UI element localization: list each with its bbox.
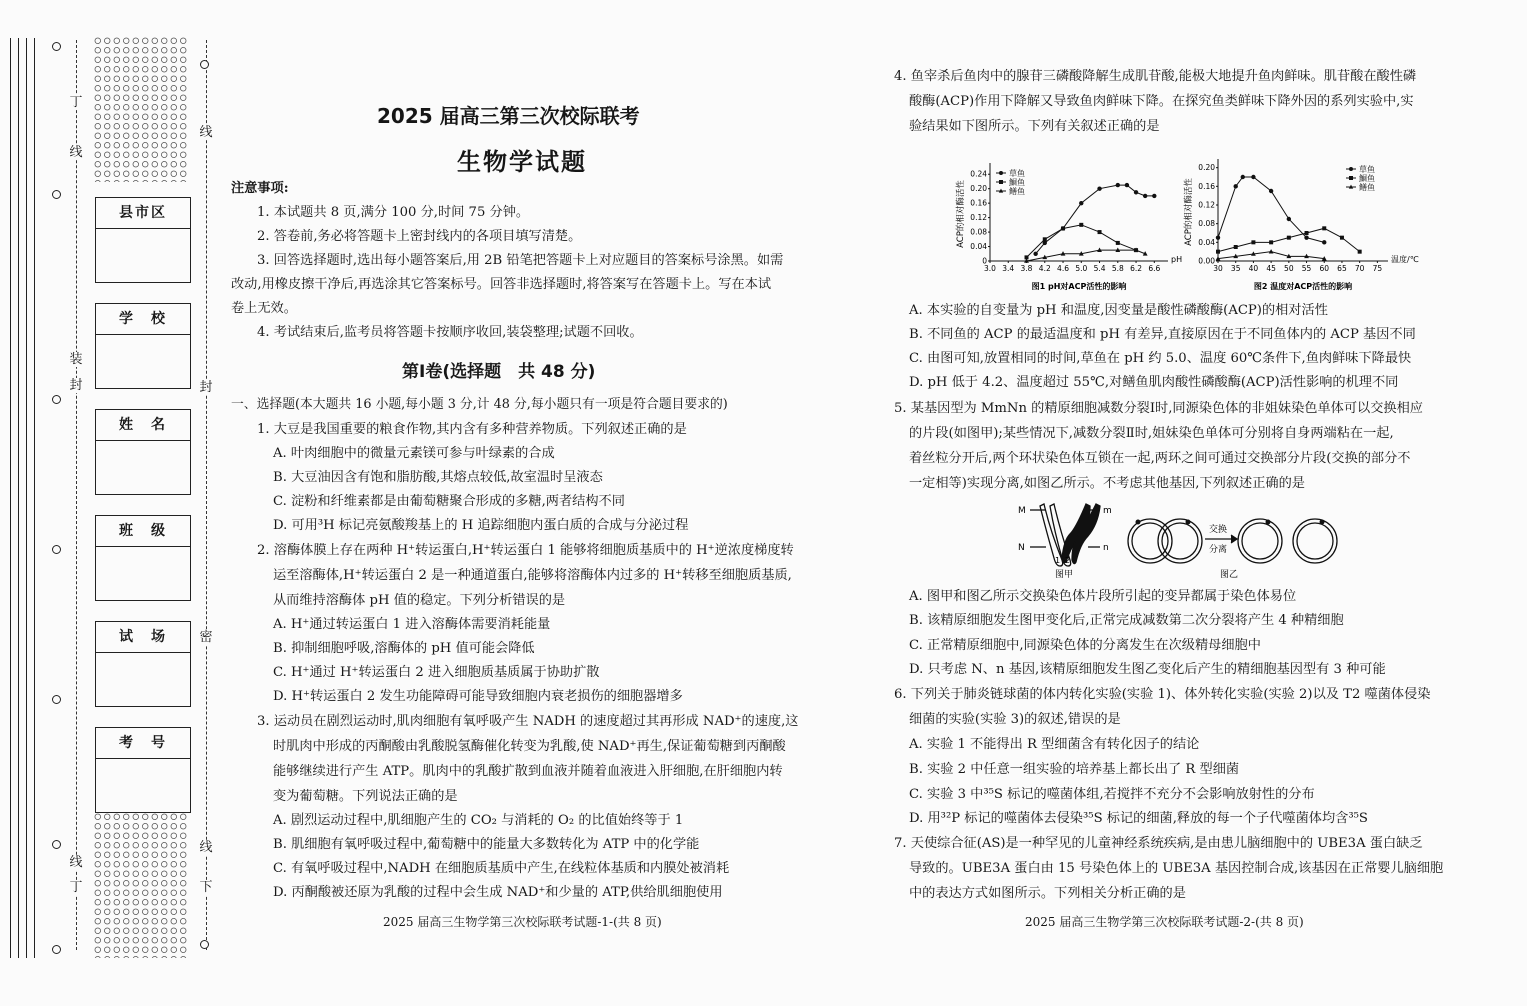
notice-line: 1. 本试题共 8 页,满分 100 分,时间 75 分钟。	[257, 205, 530, 220]
field-room[interactable]	[95, 621, 191, 707]
field-county[interactable]	[95, 197, 191, 283]
x-tick-label: 5.0	[1075, 264, 1088, 273]
field-label: 学 校	[96, 304, 190, 335]
data-point	[1061, 226, 1065, 230]
y-tick-label: 0.20	[970, 184, 987, 194]
y-tick-label: 0.08	[970, 227, 987, 237]
y-axis-label: ACP的相对酶活性	[1184, 178, 1194, 246]
field-label: 姓 名	[96, 410, 190, 441]
y-tick-label: 0.12	[970, 213, 987, 223]
option-line: D. 用³²P 标记的噬菌体去侵染³⁵S 标记的细菌,释放的每一个子代噬菌体均含³⁵S	[909, 811, 1368, 826]
data-point	[1251, 175, 1255, 179]
question-line: 2. 溶酶体膜上存在两种 H⁺转运蛋白,H⁺转运蛋白 1 能够将细胞质基质中的 H⁺逆浓度梯度转	[257, 543, 794, 558]
exam-title: 2025 届高三第三次校际联考	[377, 104, 640, 128]
question-line: 酸酶(ACP)作用下降解又导致鱼肉鲜味下降。在探究鱼类鲜味下降外因的系列实验中,实	[909, 94, 1414, 109]
series-line	[1036, 185, 1155, 254]
data-point	[1079, 201, 1083, 205]
option-line: D. 丙酮酸被还原为乳酸的过程中会生成 NAD⁺和少量的 ATP,供给肌细胞使用	[273, 885, 723, 900]
question-line: 6. 下列关于肺炎链球菌的体内转化实验(实验 1)、体外转化实验(实验 2)以及 T2 噬菌体侵染	[894, 687, 1431, 702]
question-line: 导致的。UBE3A 蛋白由 15 号染色体上的 UBE3A 基因控制合成,该基因在正常婴儿脑细胞	[909, 861, 1444, 876]
question-line: 中的表达方式如图所示。下列相关分析正确的是	[909, 886, 1186, 901]
question-line: 1. 大豆是我国重要的粮食作物,其内含有多种营养物质。下列叙述正确的是	[257, 422, 687, 437]
x-tick-label: 6.2	[1130, 264, 1143, 273]
x-tick-label: 3.8	[1020, 264, 1033, 273]
option-line: B. 大豆油因含有饱和脂肪酸,其熔点较低,故室温时呈液态	[273, 470, 603, 485]
legend-marker	[999, 171, 1003, 175]
x-tick-label: 5.4	[1093, 264, 1106, 273]
dot-grid-top	[93, 36, 189, 182]
option-line: D. pH 低于 4.2、温度超过 55℃,对鳝鱼肌肉酸性磷酸酶(ACP)活性影响的机理不同	[909, 375, 1399, 390]
data-point	[1125, 183, 1129, 187]
arrow-label-exchange: 交换	[1209, 525, 1228, 535]
notice-line: 2. 答卷前,务必将答题卡上密封线内的各项目填写清楚。	[257, 229, 582, 244]
field-label: 班 级	[96, 516, 190, 547]
option-line: B. 肌细胞有氧呼吸过程中,葡萄糖中的能量大多数转化为 ATP 中的化学能	[273, 837, 700, 852]
legend-label: 草鱼	[1359, 165, 1375, 174]
x-tick-label: 3.0	[984, 264, 996, 273]
notice-line: 3. 回答选择题时,选出每小题答案后,用 2B 铅笔把答题卡上对应题目的答案标号涂黑。如需	[257, 253, 784, 268]
legend-marker	[999, 180, 1003, 184]
field-name[interactable]	[95, 409, 191, 495]
x-axis-label: pH	[1171, 255, 1183, 264]
question-line: 5. 某基因型为 MmNn 的精原细胞减数分裂Ⅰ时,同源染色体的非姐妹染色单体可以交换相应	[894, 401, 1423, 416]
cut-label-ding: 丁	[69, 95, 83, 110]
option-line: A. 本实验的自变量为 pH 和温度,因变量是酸性磷酸酶(ACP)的相对活性	[909, 303, 1328, 318]
x-tick-label: 70	[1354, 264, 1365, 273]
inner-label-xia: 下	[199, 880, 213, 895]
data-point	[1098, 230, 1102, 234]
y-tick-label: 0.16	[970, 198, 987, 208]
option-line: C. 正常精原细胞中,同源染色体的分离发生在次级精母细胞中	[909, 638, 1261, 653]
y-tick-label: 0.24	[970, 169, 987, 179]
notice-line: 改动,用橡皮擦干净后,再选涂其它答案标号。回答非选择题时,将答案写在答题卡上。写在本试	[231, 277, 772, 292]
question-line: 变为葡萄糖。下列说法正确的是	[273, 789, 458, 804]
chromosome-figure	[1010, 500, 1370, 582]
y-tick-label: 0.08	[1198, 219, 1215, 229]
y-tick-label: 0.04	[1198, 237, 1215, 247]
fig-jia-caption: 图甲	[1055, 570, 1074, 580]
x-tick-label: 30	[1213, 264, 1223, 273]
option-line: C. 淀粉和纤维素都是由葡萄糖聚合形成的多糖,两者结构不同	[273, 494, 625, 509]
inner-cut-line	[206, 40, 207, 950]
option-line: A. 实验 1 不能得出 R 型细菌含有转化因子的结论	[909, 737, 1200, 752]
x-tick-label: 50	[1284, 264, 1294, 273]
data-point	[1358, 250, 1362, 254]
option-line: D. H⁺转运蛋白 2 发生功能障碍可能导致细胞内衰老损伤的细胞器增多	[273, 689, 683, 704]
data-point	[1216, 235, 1220, 239]
label-1: 1	[1055, 556, 1061, 565]
data-point	[1287, 236, 1291, 240]
option-line: C. H⁺通过 H⁺转运蛋白 2 进入细胞质基质属于协助扩散	[273, 665, 600, 680]
y-tick-label: 0	[982, 256, 987, 266]
legend-marker	[1349, 176, 1353, 180]
y-tick-label: 0.12	[1198, 200, 1215, 210]
option-line: C. 实验 3 中³⁵S 标记的噬菌体组,若搅拌不充分不会影响放射性的分布	[909, 787, 1315, 802]
cut-label-feng: 封	[69, 378, 83, 393]
label-N: N	[1018, 543, 1025, 553]
y-axis-label: ACP的相对酶活性	[956, 180, 966, 248]
cut-label-zhuang: 装	[69, 352, 83, 367]
field-label: 考 号	[96, 728, 190, 759]
data-point	[1116, 241, 1120, 245]
y-tick-label: 0.16	[1198, 181, 1215, 191]
notice-heading: 注意事项:	[231, 181, 289, 196]
option-line: B. 抑制细胞呼吸,溶酶体的 pH 值可能会降低	[273, 641, 535, 656]
question-line: 4. 鱼宰杀后鱼肉中的腺苷三磷酸降解生成肌苷酸,能极大地提升鱼肉鲜味。肌苷酸在酸性磷	[894, 69, 1417, 84]
x-tick-label: 55	[1301, 264, 1312, 273]
x-tick-label: 6.6	[1148, 264, 1161, 273]
x-tick-label: 65	[1337, 264, 1347, 273]
field-label: 试 场	[96, 622, 190, 653]
dot-grid-bottom	[93, 812, 189, 958]
question-line: 时肌肉中形成的丙酮酸由乳酸脱氢酶催化转变为乳酸,使 NAD⁺再生,保证葡萄糖到丙酮酸	[273, 739, 786, 754]
y-tick-label: 0.20	[1198, 163, 1215, 173]
question-line: 着丝粒分开后,两个环状染色体互锁在一起,两环之间可通过交换部分片段(交换的部分不	[909, 451, 1411, 466]
inner-label-xian2: 线	[199, 840, 213, 855]
page-1-footer: 2025 届高三生物学第三次校际联考试题-1-(共 8 页)	[383, 915, 662, 929]
data-point	[1097, 186, 1101, 190]
data-point	[1033, 252, 1037, 256]
data-point	[1152, 194, 1156, 198]
data-point	[1287, 217, 1291, 221]
x-tick-label: 40	[1248, 264, 1259, 273]
question-line: 从而维持溶酶体 pH 值的稳定。下列分析错误的是	[273, 593, 566, 608]
question-line: 的片段(如图甲);某些情况下,减数分裂Ⅱ时,姐妹染色单体可分别将自身两端粘在一起,	[909, 426, 1394, 441]
data-point	[1322, 226, 1326, 230]
x-tick-label: 60	[1319, 264, 1330, 273]
notice-line: 卷上无效。	[231, 301, 297, 316]
chart-ph-acp	[945, 153, 1183, 291]
data-point	[1322, 240, 1326, 244]
x-tick-label: 3.4	[1002, 264, 1015, 273]
notice-line: 4. 考试结束后,监考员将答题卡按顺序收回,装袋整理;试题不回收。	[257, 325, 643, 340]
question-line: 细菌的实验(实验 3)的叙述,错误的是	[909, 712, 1121, 727]
x-tick-label: 4.2	[1038, 264, 1051, 273]
label-m: m	[1103, 506, 1112, 516]
x-axis-label: 温度/℃	[1391, 255, 1419, 264]
x-tick-label: 4.6	[1057, 264, 1069, 273]
data-point	[1234, 245, 1238, 249]
option-line: A. H⁺通过转运蛋白 1 进入溶酶体需要消耗能量	[273, 617, 551, 632]
chart-title: 图2 温度对ACP活性的影响	[1253, 282, 1353, 291]
data-point	[1269, 249, 1274, 253]
data-point	[1043, 237, 1047, 241]
question-line: 验结果如下图所示。下列有关叙述正确的是	[909, 119, 1160, 134]
field-school[interactable]	[95, 303, 191, 389]
option-line: A. 剧烈运动过程中,肌细胞产生的 CO₂ 与消耗的 O₂ 的比值始终等于 1	[273, 813, 684, 828]
inner-label-feng: 封	[199, 380, 213, 395]
inner-label-xian: 线	[199, 125, 213, 140]
legend-label: 鮰鱼	[1009, 178, 1025, 187]
data-point	[1340, 236, 1344, 240]
x-tick-label: 45	[1266, 264, 1276, 273]
data-point	[1079, 223, 1083, 227]
inner-label-mi: 密	[199, 630, 213, 645]
option-line: B. 该精原细胞发生图甲变化后,正常完成减数第二次分裂将产生 4 种精细胞	[909, 613, 1344, 628]
label-2: 2	[1065, 556, 1071, 565]
data-point	[1304, 235, 1308, 239]
legend-marker	[1349, 167, 1353, 171]
cut-label-xian: 线	[69, 145, 83, 160]
series-line	[1027, 250, 1146, 261]
x-tick-label: 5.8	[1111, 264, 1124, 273]
data-point	[1216, 250, 1220, 254]
x-tick-label: 75	[1372, 264, 1383, 273]
legend-label: 鳝鱼	[1009, 187, 1025, 196]
data-point	[1305, 231, 1309, 235]
field-exam-number[interactable]	[95, 727, 191, 813]
data-point	[1143, 194, 1147, 198]
option-line: C. 由图可知,放置相同的时间,草鱼在 pH 约 5.0、温度 60℃条件下,鱼肉鲜味下降最快	[909, 351, 1412, 366]
data-point	[1116, 183, 1120, 187]
option-line: A. 图甲和图乙所示交换染色体片段所引起的变异都属于染色体易位	[909, 589, 1297, 604]
label-n: n	[1103, 543, 1109, 553]
chart-title: 图1 pH对ACP活性的影响	[1031, 282, 1127, 291]
question-line: 运至溶酶体,H⁺转运蛋白 2 是一种通道蛋白,能够将溶酶体内过多的 H⁺转移至细胞质基质,	[273, 568, 792, 583]
question-line: 能够继续进行产生 ATP。肌肉中的乳酸扩散到血液并随着血液进入肝细胞,在肝细胞内转	[273, 764, 783, 779]
question-line: 一定相等)实现分离,如图乙所示。不考虑其他基因,下列叙述正确的是	[909, 476, 1305, 491]
data-point	[1234, 184, 1238, 188]
exam-subtitle: 生物学试题	[457, 148, 587, 176]
data-point	[1241, 175, 1245, 179]
legend-label: 鮰鱼	[1359, 174, 1375, 183]
page-2-footer: 2025 届高三生物学第三次校际联考试题-2-(共 8 页)	[1025, 915, 1304, 929]
data-point	[1269, 189, 1273, 193]
outer-cut-line	[76, 40, 77, 950]
arrow-label-separate: 分离	[1209, 545, 1228, 555]
x-tick-label: 35	[1230, 264, 1241, 273]
cut-label-ding2: 丁	[69, 880, 83, 895]
field-class[interactable]	[95, 515, 191, 601]
option-line: C. 有氧呼吸过程中,NADH 在细胞质基质中产生,在线粒体基质和内膜处被消耗	[273, 861, 730, 876]
fig-yi-caption: 图乙	[1220, 570, 1239, 580]
y-tick-label: 0.04	[970, 242, 987, 252]
question-line: 7. 天使综合征(AS)是一种罕见的儿童神经系统疾病,是由患儿脑细胞中的 UBE3A 蛋白缺乏	[894, 836, 1423, 851]
chart-temp-acp	[1180, 153, 1420, 291]
series-line	[1218, 228, 1360, 251]
data-point	[1134, 190, 1138, 194]
cut-label-xian2: 线	[69, 855, 83, 870]
data-point	[1251, 240, 1255, 244]
question-line: 3. 运动员在剧烈运动时,肌肉细胞有氧呼吸产生 NADH 的速度超过其再形成 NAD⁺的速度,这	[257, 714, 799, 729]
option-line: B. 不同鱼的 ACP 的最适温度和 pH 有差异,直接原因在于不同鱼体内的 ACP 基因不同	[909, 327, 1416, 342]
y-tick-label: 0.00	[1198, 256, 1215, 266]
data-point	[1269, 240, 1273, 244]
option-line: B. 实验 2 中任意一组实验的培养基上都长出了 R 型细菌	[909, 762, 1240, 777]
legend-label: 鳝鱼	[1359, 183, 1375, 192]
field-label: 县市区	[96, 198, 190, 229]
option-line: A. 叶肉细胞中的微量元素镁可参与叶绿素的合成	[273, 446, 555, 461]
option-line: D. 只考虑 N、n 基因,该精原细胞发生图乙变化后产生的精细胞基因型有 3 种可能	[909, 662, 1386, 677]
part-heading: 一、选择题(本大题共 16 小题,每小题 3 分,计 48 分,每小题只有一项是符合题目要求的)	[231, 397, 728, 412]
option-line: D. 可用³H 标记亮氨酸羧基上的 H 追踪细胞内蛋白质的合成与分泌过程	[273, 518, 689, 533]
section-heading: 第Ⅰ卷(选择题 共 48 分)	[402, 362, 596, 382]
legend-label: 草鱼	[1009, 169, 1025, 178]
label-M: M	[1018, 506, 1026, 516]
